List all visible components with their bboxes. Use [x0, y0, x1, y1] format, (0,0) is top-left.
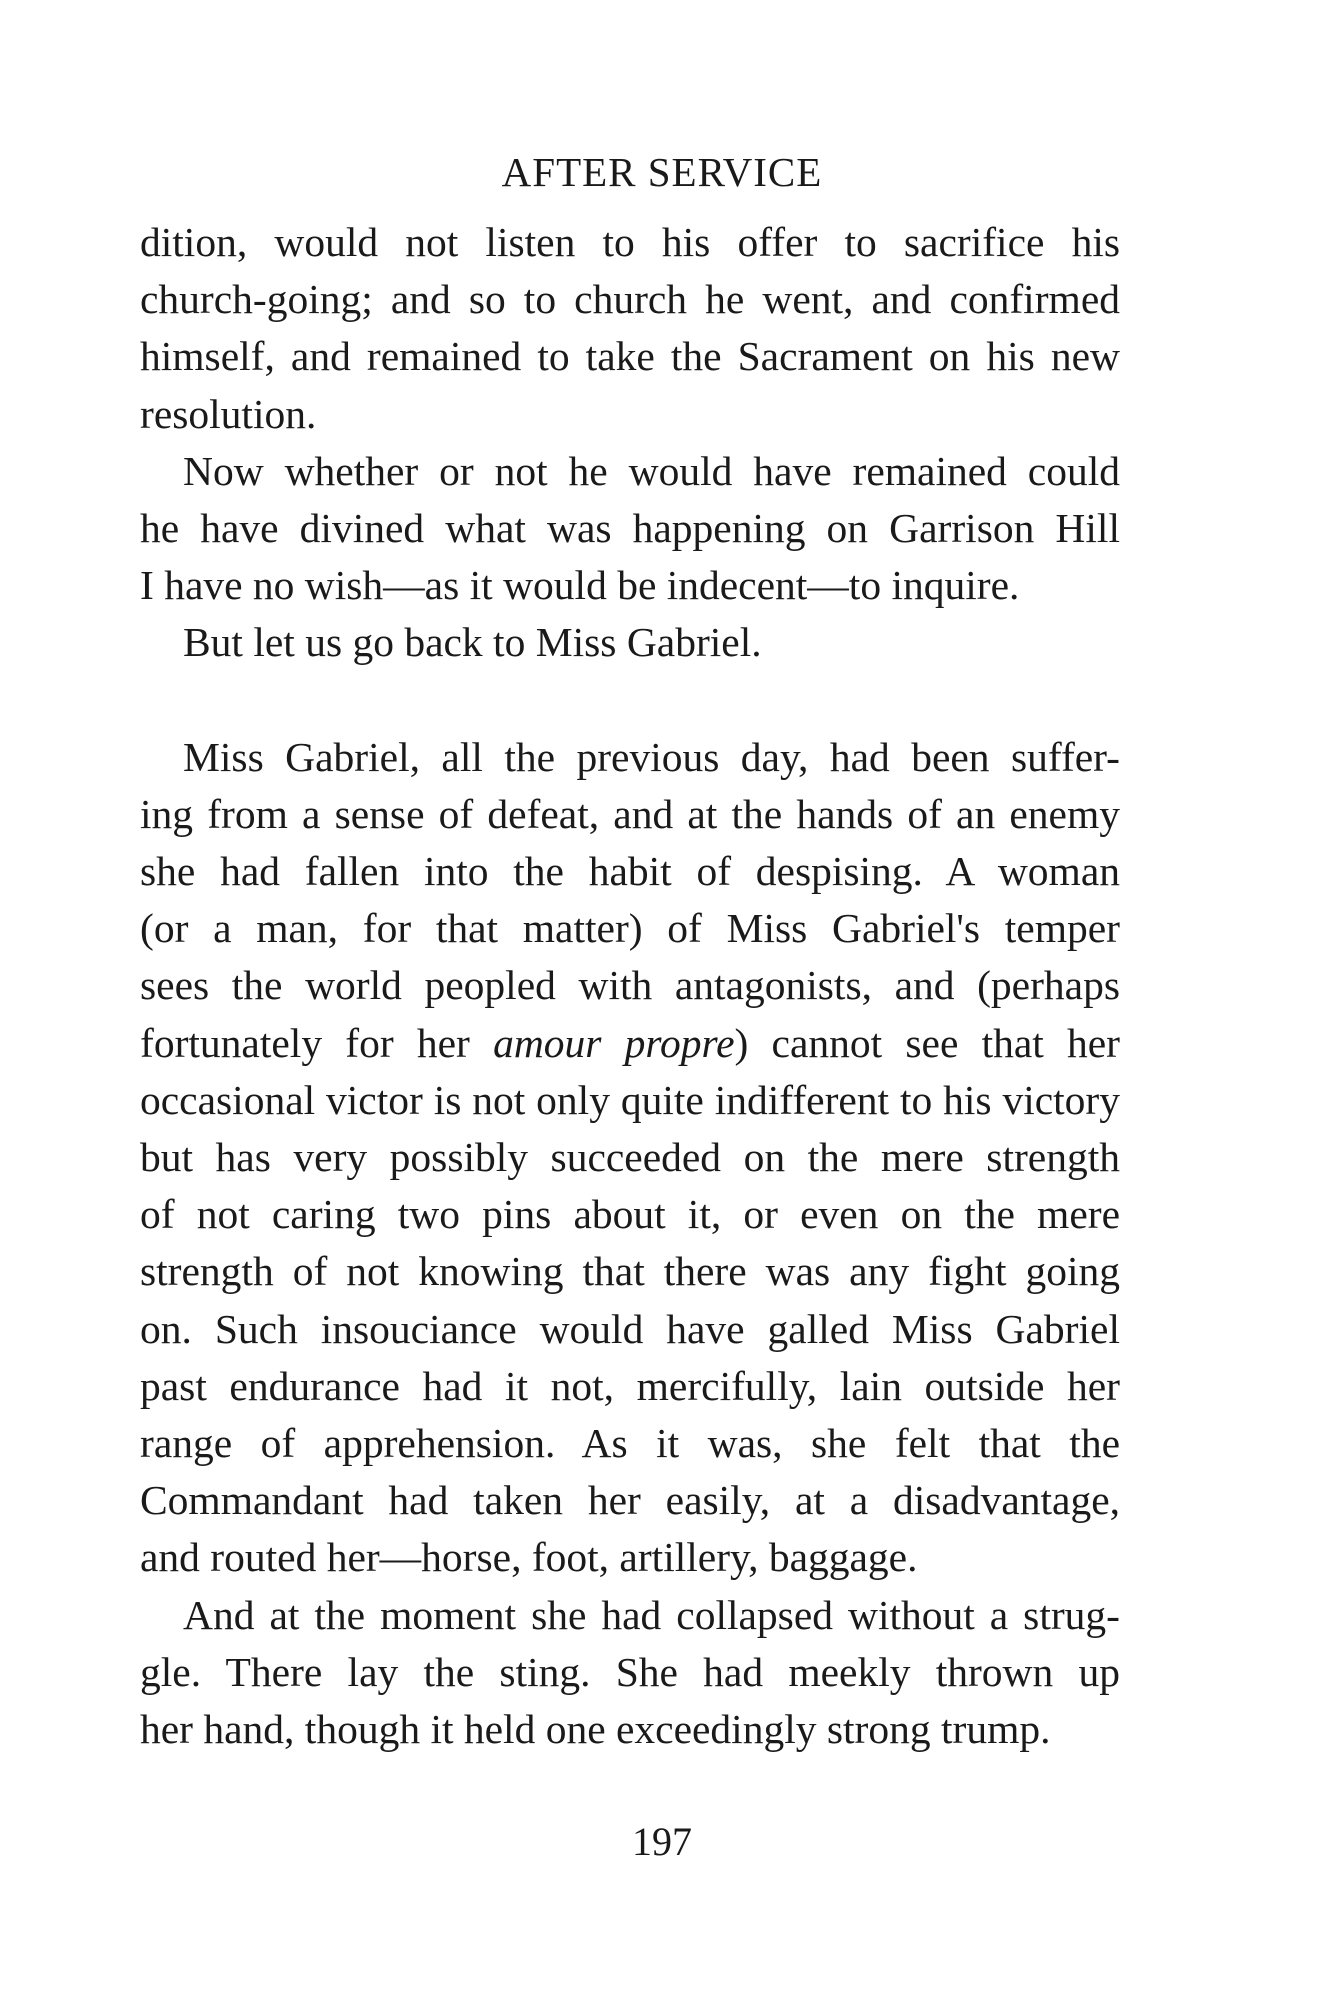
text-line: I have no wish—as it would be indecent—to inquire. — [140, 562, 1020, 609]
text-line: but has very possibly succeeded on the mere strength — [140, 1134, 1120, 1180]
italic-phrase: amour propre — [493, 1019, 735, 1066]
text-line: she had fallen into the habit of despising. A woman — [140, 848, 1120, 895]
text-line: dition, would not listen to his offer to sacrifice his — [140, 219, 1120, 265]
text-line: and routed her—horse, foot, artillery, baggage. — [140, 1534, 918, 1581]
text-line: sees the world peopled with antagonists, and (perhaps — [140, 962, 1120, 1009]
section-break — [140, 672, 1120, 729]
text-line: Commandant had taken her easily, at a disadvantage, — [140, 1477, 1120, 1524]
text-line: church-going; and so to church he went, and confirmed — [140, 276, 1120, 323]
text-line: And at the moment she had collapsed without a strug- — [183, 1591, 1120, 1638]
text-line: (or a man, for that matter) of Miss Gabriel's temper — [140, 905, 1120, 952]
paragraph — [140, 614, 1120, 671]
page-number: 197 — [632, 1819, 692, 1864]
text-line: her hand, though it held one exceedingly strong trump. — [140, 1705, 1051, 1752]
paragraph — [140, 1587, 1120, 1759]
paragraph — [140, 214, 1120, 443]
text-line: on. Such insouciance would have galled Miss Gabriel — [140, 1305, 1120, 1352]
paragraph — [140, 729, 1120, 1587]
text-line: ing from a sense of defeat, and at the hands of an enemy — [140, 790, 1120, 837]
text-line: fortunately for her amour propre) cannot see that her — [140, 1019, 1120, 1066]
text-line: gle. There lay the sting. She had meekly thrown up — [140, 1648, 1120, 1695]
text-line: himself, and remained to take the Sacrament on his new — [140, 333, 1120, 380]
text-line: he have divined what was happening on Garrison Hill — [140, 504, 1120, 551]
running-head: AFTER SERVICE — [501, 149, 823, 195]
body-text — [140, 214, 1120, 1758]
text-line: Miss Gabriel, all the previous day, had been suffer- — [183, 733, 1120, 780]
text-line: strength of not knowing that there was any fight going — [140, 1248, 1120, 1295]
paragraph — [140, 443, 1120, 615]
text-line: range of apprehension. As it was, she felt that the — [140, 1419, 1120, 1466]
text-line: resolution. — [140, 390, 317, 437]
text-line: past endurance had it not, mercifully, lain outside her — [140, 1362, 1120, 1409]
text-line: occasional victor is not only quite indifferent to his victory — [140, 1076, 1120, 1123]
text-line: of not caring two pins about it, or even on the mere — [140, 1191, 1120, 1238]
text-line: But let us go back to Miss Gabriel. — [183, 619, 762, 666]
text-line: Now whether or not he would have remained could — [183, 447, 1120, 494]
